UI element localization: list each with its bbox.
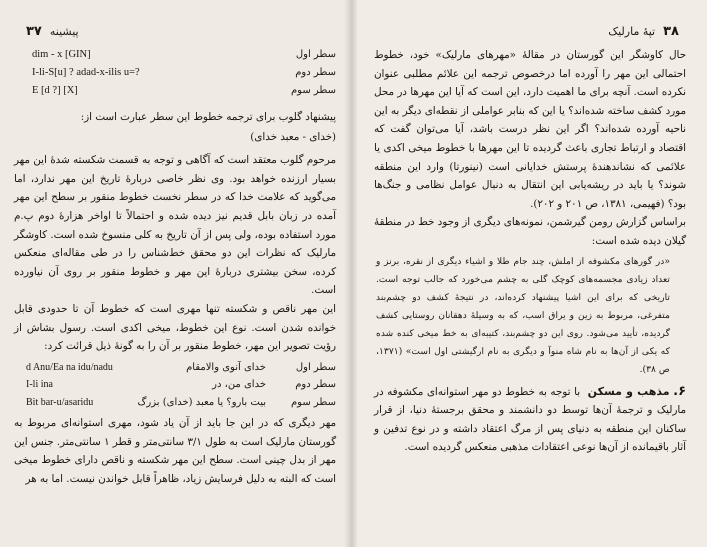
section-title: مذهب و مسکن <box>587 384 670 398</box>
body-paragraph: حال کاوشگر این گورستان در مقالهٔ «مهرهای مارلیک» خود، خطوط احتمالی این مهر را آورده اما درخصوص ترجمه این علائم مطلبی عنوان نکرده است. آنچه برای ما اهمیت دارد، این است که آیا این مهرها در محل مورد کشف ساخته شده‌اند؟ یا این که بنابر عواملی از نقطه‌ای دیگر به این ناحیه آورده شده‌اند؟ اگر این نظر درست باشد، آیا می‌توان گفت که اقتصاد و ارتباط تجاری باعث گردیده تا این مهرها با خطوط میخی اکدی یا علائمی که نشاندهندهٔ پرستش خدایانی است (نینورتا) وارد این منطقه شوند؟ یا باید در ریشه‌یابی این انتقال به دنبال عوامل نظامی و جنگ‌ها بود؟ (فهیمی، ۱۳۸۱، ص ۲۰۱ و ۲۰۲). <box>374 49 686 210</box>
reading-persian: بیت بارو؟ یا معبد (خدای) بزرگ <box>137 396 266 408</box>
book-gutter <box>344 0 358 547</box>
inscription-line <box>14 64 336 82</box>
reading-line <box>14 359 336 377</box>
inscription-transliteration: E [d ?] [X] <box>32 85 78 96</box>
reading-persian: خدای آنوی والامقام <box>186 361 266 373</box>
right-page-running-title: تپهٔ مارلیک <box>608 25 656 38</box>
reading-latin: d Anu/Ea na idu/nadu <box>26 361 113 373</box>
inscription-lines <box>14 46 336 100</box>
inscription-line-label: سطر سوم <box>290 85 336 96</box>
left-page-number: ۳۷ <box>26 24 42 39</box>
right-page-header <box>608 24 679 40</box>
left-page-header <box>26 24 79 40</box>
section-number: ۶. <box>673 383 687 399</box>
section-heading <box>374 383 686 457</box>
left-page-content <box>14 46 336 489</box>
inscription-line <box>14 46 336 64</box>
inscription-line-label: سطر اول <box>295 49 336 60</box>
translation-text: (خدای - معبد خدای) <box>250 130 336 143</box>
inscription-line-label: سطر دوم <box>295 67 336 78</box>
body-paragraph: مهر دیگری که در این جا باید از آن یاد شود، مهری استوانه‌ای مربوط به گورستان مارلیک است به طول ۳/۱ سانتی‌متر و قطر ۱ سانتی‌متر. جنس این مهر از بدل چینی است. سطح این مهر شکسته و ناقص دارای خطوط میخی است که البته به دلیل فرسایش زیاد، ظاهراً قابل خواندن نیست. اما به هر <box>14 417 337 485</box>
body-paragraph: براساس گزارش رومن گیرشمن، نمونه‌های دیگری از وجود خط در منطقهٔ گیلان دیده شده است: <box>374 216 686 247</box>
reading-label: سطر دوم <box>295 379 336 391</box>
reading-label: سطر سوم <box>290 396 336 408</box>
reading-line <box>14 376 336 394</box>
reading-line <box>14 394 336 412</box>
reading-latin: I-li ina <box>26 379 53 391</box>
reading-latin: Bit bar-u/asaridu <box>26 396 94 408</box>
body-paragraph: مرحوم گلوب معتقد است که آگاهی و توجه به قسمت شکسته شدهٔ این مهر بسیار ارزنده خواهد بود. وی نظر خاصی دربارهٔ تاریخ این مهر ندارد، اما می‌گوید که علامت خدا که در سطر نخست خطوط منقور بر سطح این مهر آمده در زبان بابل قدیم نیز دیده شده و احتمالاً تا اواخر هزارهٔ دوم پ.م مورد استفاده بوده، ولی پس از آن تاریخ به کلی منسوخ شده است. کاوشگر مارلیک که نظرات این دو محقق خط‌شناس را در طی مقاله‌ای منعکس کرده، سخن بیشتری دربارهٔ این مهر و خطوط منقور بر روی آن نیاورده است. <box>14 154 336 297</box>
right-page-number: ۳۸ <box>663 24 679 39</box>
translation-intro: پیشنهاد گلوب برای ترجمه خطوط این سطر عبارت است از: <box>80 111 336 123</box>
reading-label: سطر اول <box>295 361 336 373</box>
block-quote: «در گورهای مکشوفه از املش، چند جام طلا و اشیاء دیگری از نقره، برنز و تعداد زیادی مجسمه‌های کوچک گلی به چشم می‌خورد که جالب توجه است. تاریخی که برای این اشیا پیشنهاد کرده‌اند، در نتیجهٔ کشف دو چشم‌بند متفرغی، مربوط به زین و یراق اسب، که به وسیلهٔ دهقانان روستایی کشف گردیده، تأیید می‌شود. روی این دو چشم‌بند، کتیبه‌ای به خط میخی کنده شده که یکی از آن‌ها به نام شاه منوآ و دیگری به نام ارگیشتی اول است» (۱۳۷۱، ص ۳۸). <box>376 255 670 375</box>
reading-persian: خدای من، در <box>212 379 266 391</box>
body-paragraph: این مهر ناقص و شکسته تنها مهری است که خطوط آن تا حدودی قابل خوانده شدن است. نوع این خطوط، میخی اکدی است. رسول بشاش از رؤیت تصویر این مهر، خطوط منقور بر آن را به گونهٔ ذیل قرائت کرد: <box>14 302 336 353</box>
section-text: با توجه به خطوط دو مهر استوانه‌ای مکشوفه در مارلیک و ترجمهٔ آن‌ها توسط دو دانشمند و محقق برجستهٔ دنیا، از قرار ساکنان این منطقه به دنیای پس از مرگ اعتقاد داشته و در نوع تدفین و آثار باقیمانده از آن‌ها نوعی اعتقادات مذهبی منعکس گردیده است. <box>374 385 686 454</box>
inscription-transliteration: I-li-S[u] ? adad-x-ilis u=? <box>32 67 140 78</box>
right-page-content <box>374 46 686 457</box>
right-page <box>352 0 707 547</box>
inscription-line <box>14 82 336 100</box>
reading-lines <box>14 359 336 412</box>
left-page <box>0 0 352 547</box>
left-page-running-title: پیشینه <box>49 25 79 38</box>
inscription-transliteration: dim - x [GIN] <box>32 49 91 60</box>
